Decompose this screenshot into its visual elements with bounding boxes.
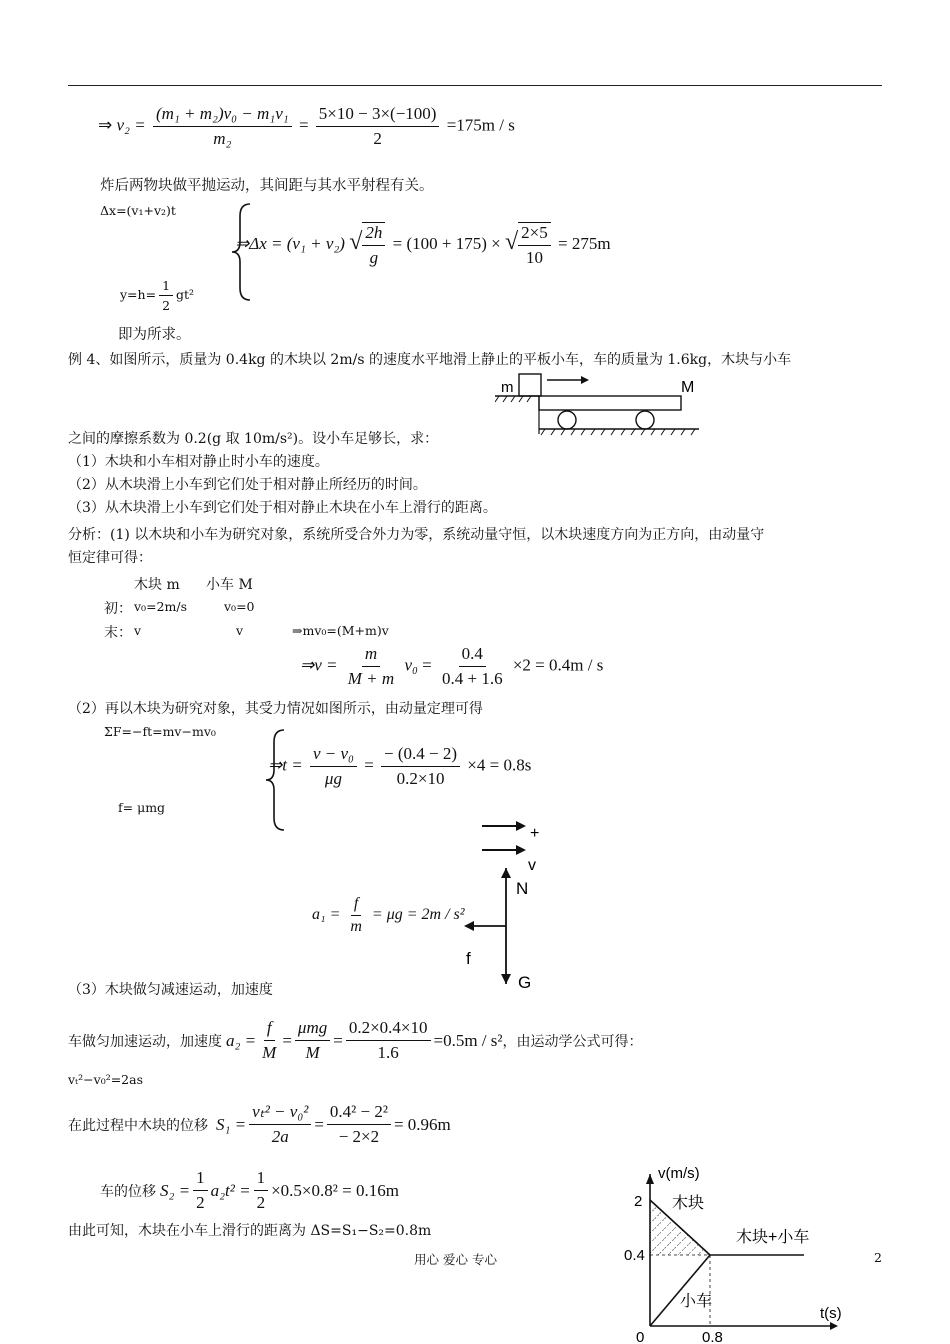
velocity-arrow-icon (581, 376, 589, 384)
positive-direction-arrow-icon (516, 821, 526, 831)
label-block-plus-cart: 木块+小车 (736, 1229, 810, 1246)
equation-delta-x: ⇒Δx = (v₁ + v₂) √ $\frac{2h}{g}$ = (100 + 175) × √ $\frac{2\times 5}{10}$ = 275m (235, 223, 611, 267)
label-plus: + (530, 825, 540, 842)
label-v: v (528, 857, 536, 874)
init-label: 初： (104, 601, 132, 617)
question-3: （3）从木块滑上小车到它们处于相对静止木块在小车上滑行的距离。 (68, 500, 497, 516)
label-block: 木块 (672, 1195, 705, 1212)
force-diagram (458, 818, 558, 994)
init-block: v₀=2m/s (134, 599, 187, 614)
block-m (519, 374, 541, 396)
delta-x-definition: Δx=(v₁+v₂)t (100, 203, 176, 218)
question-1: （1）木块和小车相对静止时小车的速度。 (68, 454, 329, 470)
example4-line1: 例 4、如图所示，质量为 0.4kg 的木块以 2m/s 的速度水平地滑上静止的平板小车，车的质量为 1.6kg，木块与小车 (68, 352, 792, 368)
answer-line: 即为所求。 (118, 327, 191, 343)
final-equation: ⇒mv₀=(M+m)v (292, 623, 389, 638)
analysis-line1: 分析：(1) 以木块和小车为研究对象，系统所受合外力为零，系统动量守恒，以木块速度方向为正方向，由动量守 (68, 527, 765, 543)
init-cart: v₀=0 (224, 599, 255, 614)
normal-force-arrow-icon (501, 868, 511, 878)
friction-definition: f= μmg (118, 800, 166, 815)
label-f: f (466, 949, 471, 968)
example4-line2: 之间的摩擦系数为 0.2(g 取 10m/s²)。设小车足够长，求： (68, 431, 439, 447)
label-m: m (501, 379, 514, 396)
sum-force: ΣF=−ft=mv−mv₀ (104, 724, 216, 739)
equation-t: ⇒t = $\frac{\text{v − v₀}}{\mu g}$ = $\frac{- (0.4 - 2)}{0.2\times 10}$ ×4 = 0.8s (268, 744, 532, 788)
part3-line: （3）木块做匀减速运动，加速度 (68, 982, 273, 998)
conclusion: 由此可知，木块在小车上滑行的距离为 ΔS=S₁−S₂=0.8m (68, 1223, 432, 1239)
series-cart-line (650, 1255, 713, 1326)
y-tick-2: 2 (634, 1193, 643, 1210)
x-axis-label: t(s) (820, 1305, 842, 1322)
equation-v2: ⇒ v₂ = $\frac{\text{(m₁ + m₂)v₀ − m₁v₁}}{\text{m₂}}$ = $\frac{5\times 10 - 3\times(-100)}{2}$ =175m / s (98, 104, 515, 148)
table-header-block: 木块 m (134, 577, 180, 593)
block-cart-figure (495, 372, 705, 442)
question-2: （2）从木块滑上小车到它们处于相对静止所经历的时间。 (68, 477, 427, 493)
footer-text: 用心 爱心 专心 (414, 1252, 497, 1267)
vt-graph (624, 1160, 854, 1344)
label-N: N (516, 879, 529, 898)
final-block: v (134, 623, 142, 638)
page-number: 2 (874, 1250, 882, 1265)
s1-line: 在此过程中木块的位移 S₁ = $\frac{\text{vₜ² − v₀²}}{2a}$ = $\frac{\text{0.4² − 2²}}{- 2\times 2}$ = 0.96m (68, 1102, 451, 1146)
analysis-line2: 恒定律可得： (68, 550, 152, 566)
kinematics-formula: vₜ²−v₀²=2as (68, 1072, 144, 1087)
y-tick-0.4: 0.4 (624, 1247, 645, 1264)
cart-M (539, 396, 681, 410)
sqrt-sign: √ (349, 228, 363, 255)
label-M: M (681, 379, 695, 396)
implies-arrow: ⇒ (98, 115, 113, 135)
label-G: G (518, 973, 532, 992)
equation-v: ⇒v = $\frac{m}{M + m}$ v₀ = $\frac{0.4}{0.4 + 1.6}$ ×2 = 0.4m / s (300, 644, 604, 688)
sqrt-sign: √ (504, 228, 519, 255)
label-cart: 小车 (680, 1293, 713, 1310)
equation-a1: a₁ = $\frac{f}{m}$ = μg = 2m / s² (312, 895, 465, 935)
origin-label: 0 (636, 1329, 645, 1344)
friction-arrow-icon (464, 921, 474, 931)
y-axis-label: v(m/s) (658, 1165, 700, 1182)
gravity-arrow-icon (501, 974, 511, 984)
header-rule (68, 85, 882, 86)
cart-acceleration-line: 车做匀加速运动，加速度 a₂ = $\frac{f}{M}$ = $\frac{\text{μmg}}{M}$ = $\frac{0.2\times 0.4\times 10}{1.6}$ =0.5m / s² ，由运动学公式可得： (68, 1018, 643, 1062)
y-definition: y=h= $\frac{1}{2}$ gt² (120, 278, 195, 313)
final-label: 末： (104, 625, 132, 641)
text-after-explosion: 炸后两物块做平抛运动，其间距与其水平射程有关。 (100, 178, 434, 194)
final-cart: v (236, 623, 244, 638)
table-header-cart: 小车 M (206, 577, 253, 593)
velocity-arrow-icon (516, 845, 526, 855)
part2-line: （2）再以木块为研究对象，其受力情况如图所示，由动量定理可得 (68, 701, 483, 717)
x-tick-0.8: 0.8 (702, 1329, 723, 1344)
s2-line: 车的位移 S₂ = $\frac{1}{2}$ a₂t² = $\frac{1}{2}$ ×0.5×0.8² = 0.16m (100, 1168, 399, 1212)
